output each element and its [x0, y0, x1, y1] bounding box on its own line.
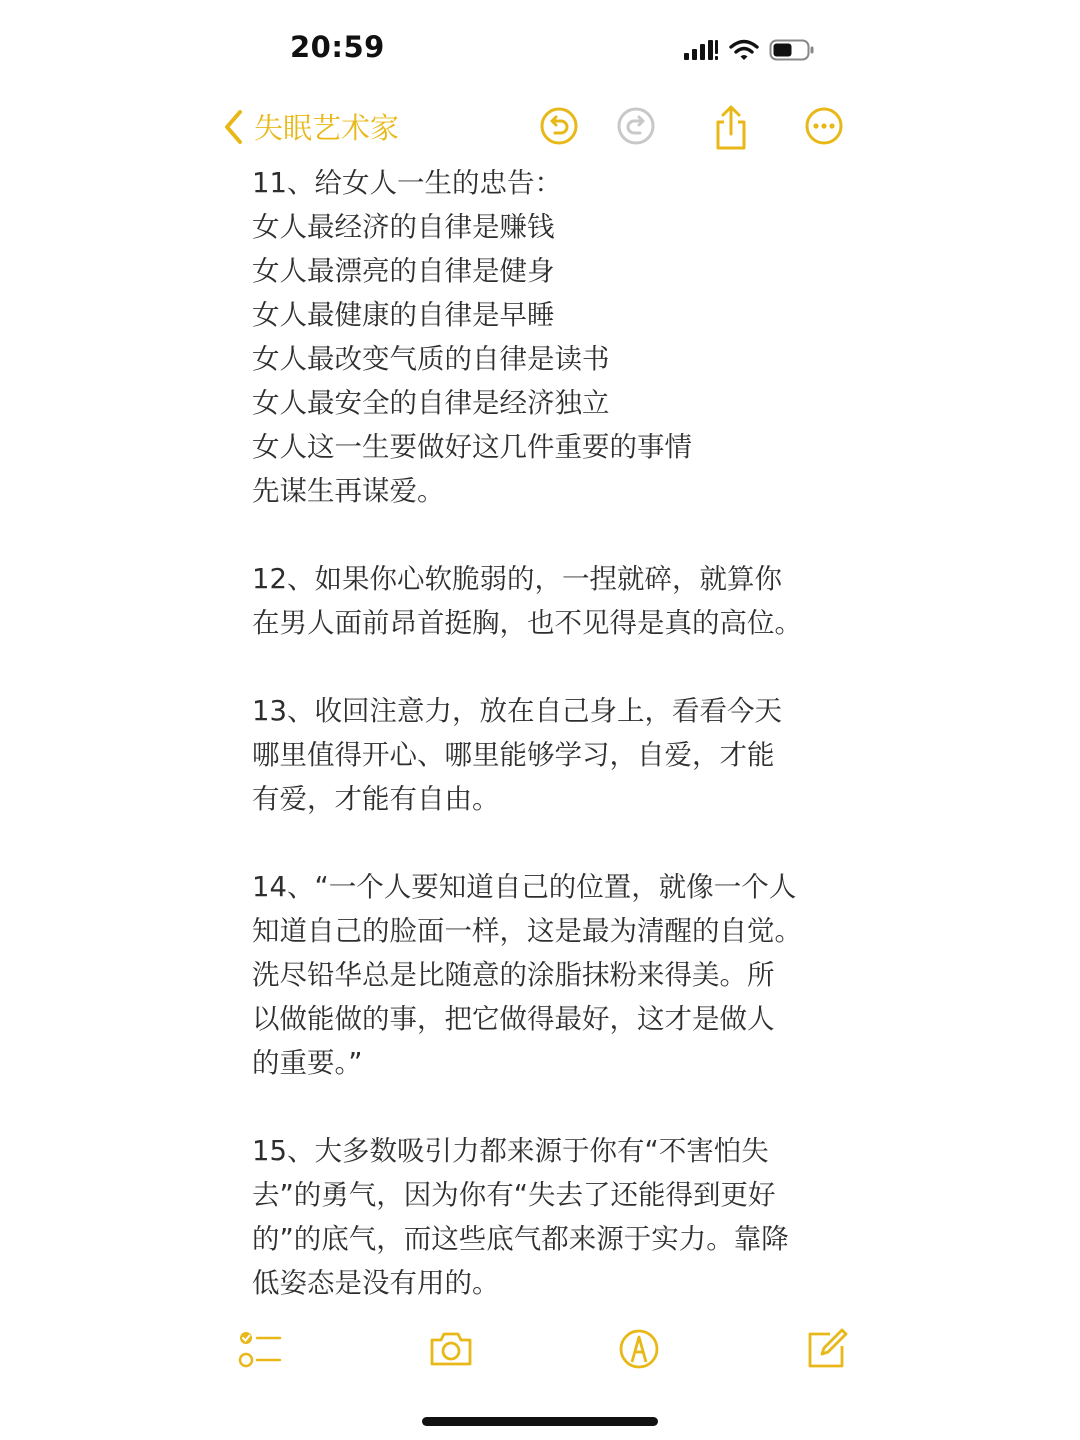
- undo-button[interactable]: [537, 104, 581, 148]
- status-icons: [683, 36, 815, 64]
- more-icon: [802, 104, 846, 148]
- note-line: 洗尽铅华总是比随意的涂脂抹粉来得美。所: [252, 959, 775, 991]
- checklist-icon: [236, 1324, 286, 1374]
- paragraph-gap: [252, 821, 852, 865]
- note-line: 15、大多数吸引力都来源于你有“不害怕失: [252, 1135, 769, 1167]
- redo-button[interactable]: [614, 104, 658, 148]
- status-time: 20:59: [290, 30, 385, 64]
- wifi-icon: [729, 39, 759, 61]
- note-line: 先谋生再谋爱。: [252, 475, 445, 507]
- note-line: 去”的勇气，因为你有“失去了还能得到更好: [252, 1179, 776, 1211]
- note-line: 知道自己的脸面一样，这是最为清醒的自觉。: [252, 915, 802, 947]
- camera-button[interactable]: [426, 1324, 476, 1374]
- note-body[interactable]: [252, 161, 852, 1305]
- cellular-signal-icon: [683, 39, 719, 61]
- note-line: 在男人面前昂首挺胸，也不见得是真的高位。: [252, 607, 802, 639]
- chevron-left-icon: [222, 109, 244, 145]
- compose-icon: [802, 1324, 852, 1374]
- checklist-button[interactable]: [236, 1324, 286, 1374]
- note-line: 女人最健康的自律是早睡: [252, 299, 555, 331]
- note-line: 女人最改变气质的自律是读书: [252, 343, 610, 375]
- note-line: 的”的底气，而这些底气都来源于实力。靠降: [252, 1223, 789, 1255]
- paragraph-gap: [252, 1085, 852, 1129]
- note-line: 有爱，才能有自由。: [252, 783, 500, 815]
- undo-icon: [537, 104, 581, 148]
- note-line: 女人这一生要做好这几件重要的事情: [252, 431, 692, 463]
- note-line: 低姿态是没有用的。: [252, 1267, 500, 1299]
- note-line: 女人最安全的自律是经济独立: [252, 387, 610, 419]
- markup-pen-icon: [614, 1324, 664, 1374]
- note-line: 11、给女人一生的忠告：: [252, 167, 562, 199]
- back-button[interactable]: [222, 106, 399, 147]
- back-label: 失眠艺术家: [254, 111, 400, 145]
- note-line: 12、如果你心软脆弱的，一捏就碎，就算你: [252, 563, 782, 595]
- note-line: 女人最漂亮的自律是健身: [252, 255, 555, 287]
- bottom-toolbar: [0, 1318, 1080, 1378]
- compose-button[interactable]: [802, 1324, 852, 1374]
- paragraph-gap: [252, 513, 852, 557]
- note-line: 哪里值得开心、哪里能够学习，自爱，才能: [252, 739, 775, 771]
- more-options-button[interactable]: [802, 104, 846, 148]
- redo-icon: [614, 104, 658, 148]
- camera-icon: [426, 1324, 476, 1374]
- share-button[interactable]: [709, 104, 753, 148]
- share-icon: [709, 104, 753, 152]
- note-line: 14、“一个人要知道自己的位置，就像一个人: [252, 871, 797, 903]
- markup-button[interactable]: [614, 1324, 664, 1374]
- battery-icon: [769, 38, 815, 62]
- nav-bar: [0, 100, 1080, 160]
- home-indicator[interactable]: [422, 1417, 658, 1426]
- note-line: 13、收回注意力，放在自己身上，看看今天: [252, 695, 782, 727]
- paragraph-gap: [252, 645, 852, 689]
- note-line: 女人最经济的自律是赚钱: [252, 211, 555, 243]
- note-line: 以做能做的事，把它做得最好，这才是做人: [252, 1003, 775, 1035]
- status-bar: [0, 0, 1080, 100]
- note-line: 的重要。”: [252, 1047, 363, 1079]
